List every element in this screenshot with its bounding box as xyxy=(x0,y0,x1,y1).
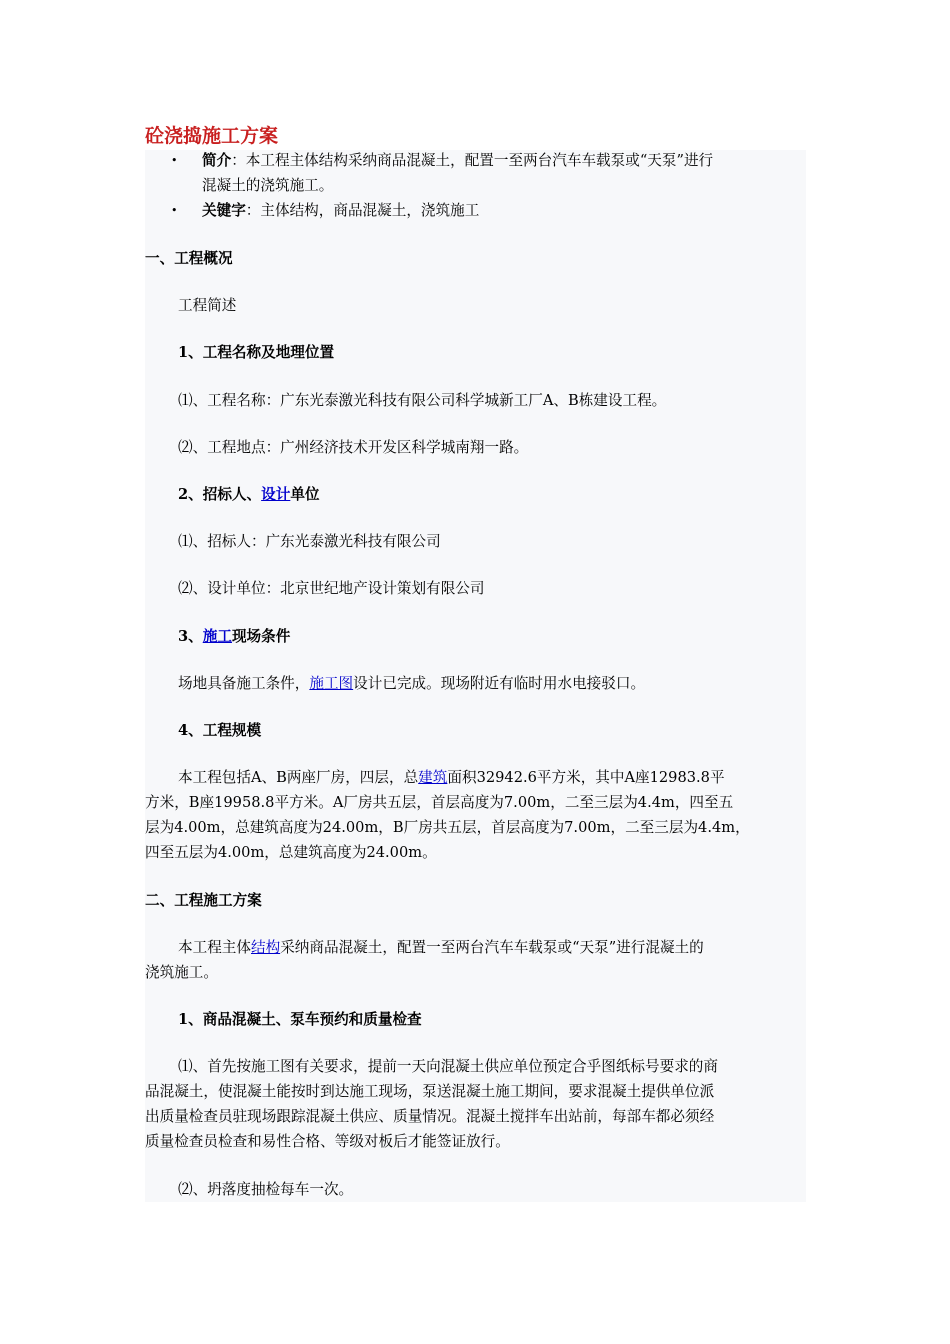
bullet-icon: • xyxy=(171,154,178,167)
s3-text-post: 设计已完成。现场附近有临时用水电接驳口。 xyxy=(353,675,646,692)
s1-heading: 1、工程名称及地理位置 xyxy=(178,344,335,361)
s3-heading-pre: 3、 xyxy=(178,628,203,645)
construction-drawing-link[interactable]: 施工图 xyxy=(309,675,354,692)
section2-intro-line2: 浇筑施工。 xyxy=(145,964,218,981)
s4-line1-post: 面积32942.6平方米，其中A座12983.8平 xyxy=(447,769,725,786)
section1-heading: 一、工程概况 xyxy=(145,250,233,267)
structure-link[interactable]: 结构 xyxy=(250,939,281,956)
section2-heading: 二、工程施工方案 xyxy=(145,892,262,909)
overview-text: 工程简述 xyxy=(178,297,237,314)
section2-intro-line1 xyxy=(178,935,704,960)
keywords-line xyxy=(202,198,479,223)
building-link[interactable]: 建筑 xyxy=(418,769,448,786)
s3-text xyxy=(178,671,645,696)
section2-intro-pre: 本工程主体 xyxy=(178,939,251,956)
intro-text: ：本工程主体结构采纳商品混凝土，配置一至两台汽车车载泵或“天泵”进行 xyxy=(231,152,714,169)
s4-line4: 四至五层为4.00m，总建筑高度为24.00m。 xyxy=(145,844,437,861)
intro-line-1 xyxy=(202,148,713,173)
s4-line1 xyxy=(178,765,725,790)
s3-heading xyxy=(178,624,290,649)
page-title: 砼浇捣施工方案 xyxy=(145,125,279,147)
s4-heading: 4、工程规模 xyxy=(178,722,262,739)
s2-1-p1-line3: 出质量检查员驻现场跟踪混凝土供应、质量情况。混凝土搅拌车出站前，每部车都必须经 xyxy=(145,1108,715,1125)
s4-line3: 层为4.00m，总建筑高度为24.00m，B厂房共五层，首层高度为7.00m，二至三层为4.4m， xyxy=(145,819,750,836)
section2-intro-post: 采纳商品混凝土，配置一至两台汽车车载泵或“天泵”进行混凝土的 xyxy=(280,939,704,956)
s4-line1-pre: 本工程包括A、B两座厂房，四层，总 xyxy=(178,769,419,786)
bullet-icon: • xyxy=(171,204,178,217)
s2-1-p1-line1: ⑴、首先按施工图有关要求，提前一天向混凝土供应单位预定合乎图纸标号要求的商 xyxy=(178,1058,718,1075)
s2-1-p2: ⑵、坍落度抽检每车一次。 xyxy=(178,1181,354,1198)
s2-item1: ⑴、招标人：广东光泰激光科技有限公司 xyxy=(178,533,441,550)
intro-line-2: 混凝土的浇筑施工。 xyxy=(202,177,334,194)
s2-1-p1-line4: 质量检查员检查和易性合格、等级对板后才能签证放行。 xyxy=(145,1133,510,1150)
keywords-text: ：主体结构，商品混凝土，浇筑施工 xyxy=(245,202,480,219)
s2-heading xyxy=(178,482,320,507)
keywords-label: 关键字 xyxy=(202,202,246,219)
s1-item1: ⑴、工程名称：广东光泰激光科技有限公司科学城新工厂A、B栋建设工程。 xyxy=(178,392,667,409)
s2-item2: ⑵、设计单位：北京世纪地产设计策划有限公司 xyxy=(178,580,485,597)
s2-heading-post: 单位 xyxy=(290,486,320,503)
s3-heading-post: 现场条件 xyxy=(231,628,291,645)
s3-text-pre: 场地具备施工条件， xyxy=(178,675,310,692)
s2-1-heading: 1、商品混凝土、泵车预约和质量检查 xyxy=(178,1011,422,1028)
s1-item2: ⑵、工程地点：广州经济技术开发区科学城南翔一路。 xyxy=(178,439,529,456)
s4-line2: 方米，B座19958.8平方米。A厂房共五层，首层高度为7.00m，二至三层为4.4m，四至五 xyxy=(145,794,734,811)
construction-link[interactable]: 施工 xyxy=(202,628,232,645)
design-link[interactable]: 设计 xyxy=(261,486,291,503)
s2-1-p1-line2: 品混凝土，使混凝土能按时到达施工现场，泵送混凝土施工期间，要求混凝土提供单位派 xyxy=(145,1083,715,1100)
s2-heading-pre: 2、招标人、 xyxy=(178,486,262,503)
intro-label: 简介 xyxy=(202,152,232,169)
